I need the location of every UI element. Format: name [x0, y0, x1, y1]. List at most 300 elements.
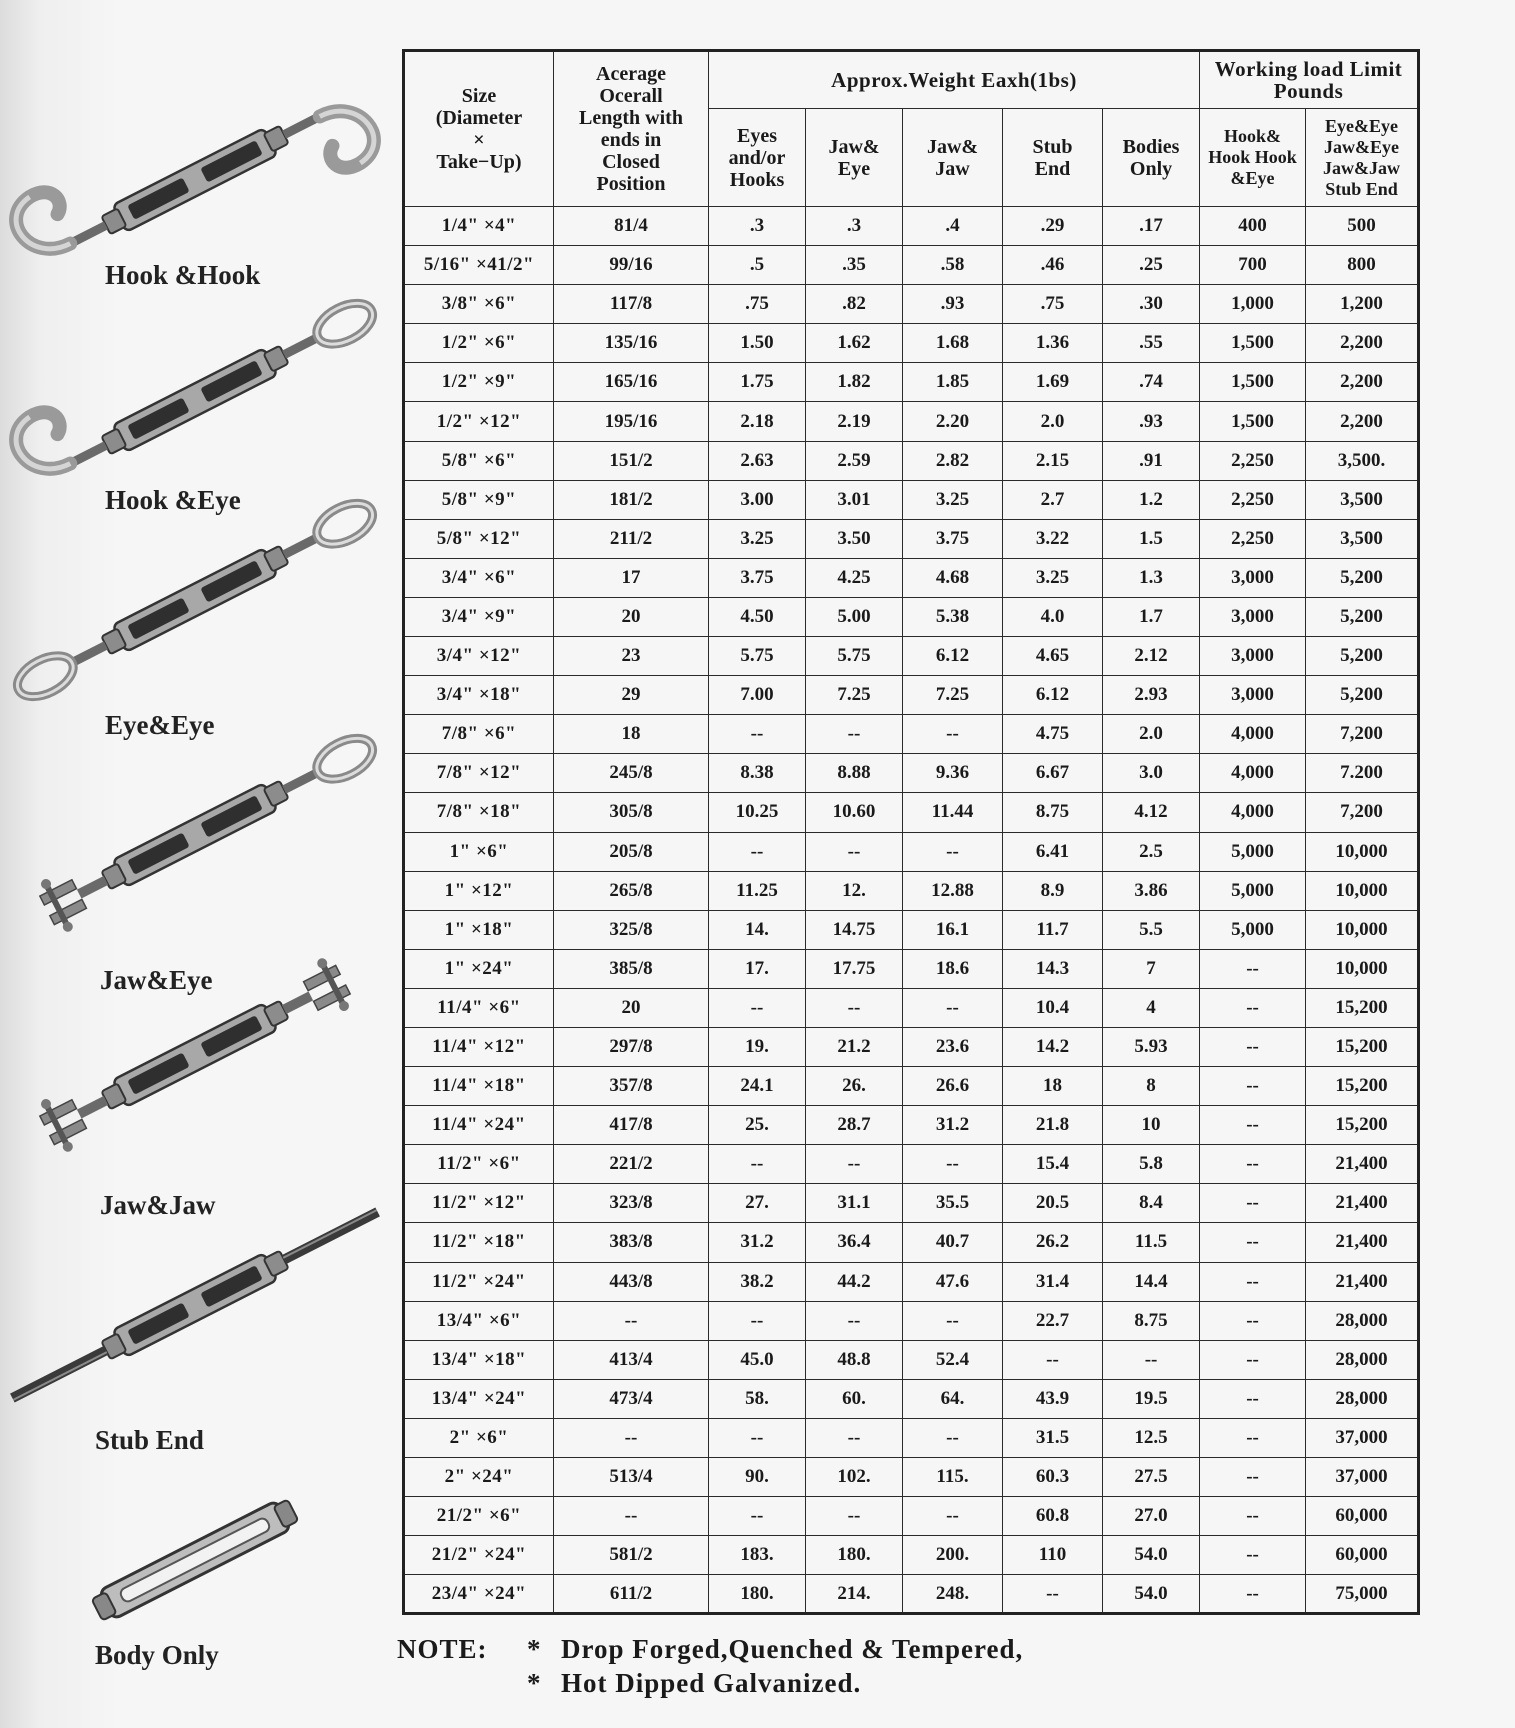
bodies-only-weight-cell: 4	[1103, 988, 1200, 1027]
table-row	[404, 793, 1419, 832]
hook-load-cell: --	[1200, 1379, 1306, 1418]
jaw-jaw-weight-cell: 7.25	[903, 676, 1003, 715]
jaw-jaw-weight-cell: --	[903, 1497, 1003, 1536]
jaw-eye-weight-header	[806, 109, 903, 207]
jaw-jaw-weight-cell: 115.	[903, 1458, 1003, 1497]
jaw-eye-weight-cell: 4.25	[806, 558, 903, 597]
stub-end-weight-cell: 3.22	[1003, 519, 1103, 558]
stub-end-weight-cell: 8.9	[1003, 871, 1103, 910]
jaw-eye-weight-cell: .82	[806, 285, 903, 324]
bodies-only-weight-cell: .91	[1103, 441, 1200, 480]
length-cell: 23	[554, 637, 709, 676]
eye-jaw-stub-load-cell: 10,000	[1306, 949, 1419, 988]
table-row	[404, 363, 1419, 402]
length-cell: 245/8	[554, 754, 709, 793]
eyes-hooks-weight-cell: 17.	[709, 949, 806, 988]
eye-jaw-stub-load-cell: 2,200	[1306, 402, 1419, 441]
eye-jaw-stub-load-cell: 5,200	[1306, 558, 1419, 597]
hook-load-cell: --	[1200, 1106, 1306, 1145]
eye-jaw-stub-load-cell: 3,500	[1306, 480, 1419, 519]
eye-jaw-stub-load-cell: 10,000	[1306, 871, 1419, 910]
hook-load-cell: --	[1200, 1536, 1306, 1575]
hook-load-cell: --	[1200, 1575, 1306, 1614]
eyes-hooks-weight-cell: --	[709, 1418, 806, 1457]
jaw-eye-weight-cell: 26.	[806, 1067, 903, 1106]
jaw-eye-weight-cell: 44.2	[806, 1262, 903, 1301]
product-label: Jaw&Jaw	[100, 1190, 216, 1220]
table-row	[404, 285, 1419, 324]
size-cell: 5/16" ×41/2"	[404, 246, 554, 285]
eye-jaw-stub-load-cell: 75,000	[1306, 1575, 1419, 1614]
stub-end-weight-cell: 14.2	[1003, 1027, 1103, 1066]
hook-load-cell: 4,000	[1200, 754, 1306, 793]
stub-end-weight-cell: --	[1003, 1340, 1103, 1379]
jaw-jaw-weight-cell: 11.44	[903, 793, 1003, 832]
eye-jaw-stub-load-cell: 7,200	[1306, 793, 1419, 832]
length-cell: 417/8	[554, 1106, 709, 1145]
length-cell: 18	[554, 715, 709, 754]
bodies-only-weight-cell: 2.93	[1103, 676, 1200, 715]
stub-end-weight-cell: 15.4	[1003, 1145, 1103, 1184]
product-label: Stub End	[95, 1425, 204, 1455]
header-line: Jaw&	[828, 135, 880, 158]
table-row	[404, 1106, 1419, 1145]
length-cell: 323/8	[554, 1184, 709, 1223]
note-row	[397, 1666, 1023, 1700]
stub-end-weight-cell: 21.8	[1003, 1106, 1103, 1145]
stub-end-weight-header	[1003, 109, 1103, 207]
eyes-hooks-weight-cell: --	[709, 1301, 806, 1340]
bodies-only-weight-cell: 3.86	[1103, 871, 1200, 910]
bodies-only-weight-cell: .93	[1103, 402, 1200, 441]
stub-end-weight-cell: 11.7	[1003, 910, 1103, 949]
bodies-only-weight-cell: 27.0	[1103, 1497, 1200, 1536]
table-row	[404, 949, 1419, 988]
hook-load-cell: 1,500	[1200, 324, 1306, 363]
eye-jaw-stub-load-cell: 3,500	[1306, 519, 1419, 558]
table-row	[404, 832, 1419, 871]
size-cell: 13/4" ×24"	[404, 1379, 554, 1418]
length-cell: 413/4	[554, 1340, 709, 1379]
bodies-only-weight-cell: 54.0	[1103, 1536, 1200, 1575]
size-header-line: Take−Up)	[436, 151, 522, 173]
eye-jaw-stub-load-cell: 7.200	[1306, 754, 1419, 793]
eye-jaw-stub-load-cell: 10,000	[1306, 832, 1419, 871]
jaw-jaw-weight-cell: 26.6	[903, 1067, 1003, 1106]
jaw-jaw-weight-cell: 40.7	[903, 1223, 1003, 1262]
table-row	[404, 1536, 1419, 1575]
stub-end-weight-cell: 22.7	[1003, 1301, 1103, 1340]
stub-end-weight-cell: 8.75	[1003, 793, 1103, 832]
eye-jaw-stub-load-cell: 60,000	[1306, 1536, 1419, 1575]
eyes-hooks-weight-cell: 4.50	[709, 597, 806, 636]
length-header-line: Length with	[579, 107, 683, 129]
size-cell: 11/4" ×12"	[404, 1027, 554, 1066]
jaw-jaw-weight-cell: 64.	[903, 1379, 1003, 1418]
eye-jaw-stub-load-cell: 15,200	[1306, 1067, 1419, 1106]
eyes-hooks-weight-cell: 31.2	[709, 1223, 806, 1262]
hook-load-cell: --	[1200, 1458, 1306, 1497]
hook-load-cell: --	[1200, 1340, 1306, 1379]
header-line: Eyes	[737, 124, 777, 147]
bodies-only-weight-cell: 8	[1103, 1067, 1200, 1106]
length-cell: 20	[554, 988, 709, 1027]
stub-end-weight-cell: 110	[1003, 1536, 1103, 1575]
jaw-eye-weight-cell: --	[806, 1497, 903, 1536]
eyes-hooks-weight-cell: 3.25	[709, 519, 806, 558]
size-cell: 7/8" ×18"	[404, 793, 554, 832]
jaw-eye-weight-cell: 31.1	[806, 1184, 903, 1223]
jaw-eye-weight-cell: --	[806, 1301, 903, 1340]
product-label: Eye&Eye	[105, 710, 215, 740]
length-cell: 221/2	[554, 1145, 709, 1184]
jaw-jaw-weight-cell: .93	[903, 285, 1003, 324]
jaw-jaw-weight-cell: 1.85	[903, 363, 1003, 402]
size-cell: 1" ×12"	[404, 871, 554, 910]
jaw-eye-weight-cell: 36.4	[806, 1223, 903, 1262]
product-label: Body Only	[95, 1640, 219, 1670]
stub-end-weight-cell: 6.41	[1003, 832, 1103, 871]
eye-jaw-stub-load-cell: 21,400	[1306, 1184, 1419, 1223]
stub-end-weight-cell: 4.75	[1003, 715, 1103, 754]
eyes-hooks-weight-cell: 3.75	[709, 558, 806, 597]
note-item: Drop Forged,Quenched & Tempered,	[561, 1634, 1024, 1664]
eyes-hooks-weight-cell: 24.1	[709, 1067, 806, 1106]
size-header	[404, 51, 554, 207]
stub-end-weight-cell: 20.5	[1003, 1184, 1103, 1223]
table-row	[404, 558, 1419, 597]
length-cell: 20	[554, 597, 709, 636]
length-cell: 357/8	[554, 1067, 709, 1106]
jaw-jaw-weight-cell: 4.68	[903, 558, 1003, 597]
length-cell: --	[554, 1301, 709, 1340]
table-row	[404, 597, 1419, 636]
eye-jaw-stub-load-cell: 5,200	[1306, 676, 1419, 715]
table-row	[404, 676, 1419, 715]
load-group-header-line: Pounds	[1273, 79, 1344, 103]
stub-end-weight-cell: --	[1003, 1575, 1103, 1614]
bodies-only-weight-cell: 1.5	[1103, 519, 1200, 558]
jaw-jaw-weight-cell: 6.12	[903, 637, 1003, 676]
header-line: Eye	[837, 157, 871, 180]
hook-load-cell: 5,000	[1200, 910, 1306, 949]
eye-jaw-stub-load-cell: 3,500.	[1306, 441, 1419, 480]
hook-load-cell: 2,250	[1200, 519, 1306, 558]
hook-load-cell: --	[1200, 1067, 1306, 1106]
note-item: Hot Dipped Galvanized.	[561, 1668, 862, 1698]
jaw-eye-weight-cell: --	[806, 715, 903, 754]
jaw-jaw-weight-cell: 31.2	[903, 1106, 1003, 1145]
jaw-eye-weight-cell: .3	[806, 207, 903, 246]
eyes-hooks-weight-cell: 2.63	[709, 441, 806, 480]
eyes-hooks-weight-cell: 10.25	[709, 793, 806, 832]
eye-jaw-stub-load-cell: 21,400	[1306, 1262, 1419, 1301]
length-cell: 581/2	[554, 1536, 709, 1575]
eyes-hooks-weight-cell: .75	[709, 285, 806, 324]
stub-end-weight-cell: 2.7	[1003, 480, 1103, 519]
length-header-line: Acerage	[596, 63, 666, 85]
size-cell: 11/2" ×18"	[404, 1223, 554, 1262]
product-label: Hook &Eye	[105, 485, 241, 515]
eyes-hooks-weight-cell: 183.	[709, 1536, 806, 1575]
jaw-eye-weight-cell: 10.60	[806, 793, 903, 832]
bodies-only-weight-cell: 19.5	[1103, 1379, 1200, 1418]
jaw-eye-weight-cell: 102.	[806, 1458, 903, 1497]
hook-load-cell: 1,500	[1200, 363, 1306, 402]
eyes-hooks-weight-cell: 180.	[709, 1575, 806, 1614]
length-cell: 385/8	[554, 949, 709, 988]
jaw-jaw-weight-cell: 9.36	[903, 754, 1003, 793]
table-row	[404, 441, 1419, 480]
note	[397, 1632, 1023, 1700]
hook-load-cell: 3,000	[1200, 676, 1306, 715]
weight-group-header: Approx.Weight Eaxh(1bs)	[709, 51, 1200, 109]
length-header-line: Position	[596, 173, 666, 195]
hook-load-cell: 1,000	[1200, 285, 1306, 324]
hook-load-cell: 3,000	[1200, 558, 1306, 597]
table-row	[404, 402, 1419, 441]
size-cell: 1" ×6"	[404, 832, 554, 871]
eye-jaw-stub-load-cell: 5,200	[1306, 637, 1419, 676]
jaw-jaw-weight-cell: 18.6	[903, 949, 1003, 988]
jaw-jaw-weight-cell: --	[903, 988, 1003, 1027]
hook-load-cell: --	[1200, 1223, 1306, 1262]
table-row	[404, 1418, 1419, 1457]
length-cell: 165/16	[554, 363, 709, 402]
eye-jaw-stub-load-cell: 2,200	[1306, 363, 1419, 402]
table-row	[404, 519, 1419, 558]
bodies-only-weight-cell: 11.5	[1103, 1223, 1200, 1262]
length-cell: 305/8	[554, 793, 709, 832]
jaw-eye-weight-cell: 48.8	[806, 1340, 903, 1379]
eyes-hooks-weight-cell: --	[709, 1145, 806, 1184]
header-line: Jaw&Jaw	[1323, 157, 1401, 178]
stub-end-weight-cell: 6.12	[1003, 676, 1103, 715]
eye-jaw-stub-load-cell: 800	[1306, 246, 1419, 285]
stub-end-weight-cell: 18	[1003, 1067, 1103, 1106]
length-cell: 135/16	[554, 324, 709, 363]
header-line: and/or	[728, 146, 786, 169]
stub-end-weight-cell: .75	[1003, 285, 1103, 324]
jaw-eye-weight-cell: 1.62	[806, 324, 903, 363]
jaw-jaw-weight-cell: 35.5	[903, 1184, 1003, 1223]
jaw-eye-weight-cell: 14.75	[806, 910, 903, 949]
jaw-eye-weight-cell: 2.19	[806, 402, 903, 441]
eyes-hooks-weight-cell: 14.	[709, 910, 806, 949]
jaw-jaw-weight-cell: 52.4	[903, 1340, 1003, 1379]
size-cell: 1" ×18"	[404, 910, 554, 949]
hook-load-cell: 5,000	[1200, 871, 1306, 910]
hook-load-cell: --	[1200, 988, 1306, 1027]
jaw-eye-weight-cell: --	[806, 832, 903, 871]
size-header-line: (Diameter	[435, 107, 523, 129]
jaw-jaw-weight-cell: 2.20	[903, 402, 1003, 441]
hook-load-cell: --	[1200, 1301, 1306, 1340]
size-cell: 1/2" ×12"	[404, 402, 554, 441]
bodies-only-weight-cell: 8.4	[1103, 1184, 1200, 1223]
size-header-line: Size	[461, 85, 497, 107]
eyes-hooks-weight-cell: --	[709, 1497, 806, 1536]
length-cell: 325/8	[554, 910, 709, 949]
eyes-hooks-weight-cell: 5.75	[709, 637, 806, 676]
hook-load-cell: 1,500	[1200, 402, 1306, 441]
jaw-eye-turnbuckle-icon	[10, 725, 370, 955]
bodies-only-weight-header	[1103, 109, 1200, 207]
header-line: Jaw&	[926, 135, 979, 158]
hook-load-cell: --	[1200, 1418, 1306, 1457]
eyes-hooks-weight-cell: --	[709, 988, 806, 1027]
length-cell: 17	[554, 558, 709, 597]
eyes-hooks-weight-cell: 58.	[709, 1379, 806, 1418]
jaw-eye-weight-cell: 1.82	[806, 363, 903, 402]
jaw-eye-weight-cell: --	[806, 1418, 903, 1457]
hook-load-cell: --	[1200, 1027, 1306, 1066]
size-cell: 1/2" ×9"	[404, 363, 554, 402]
eyes-hooks-weight-cell: 3.00	[709, 480, 806, 519]
size-cell: 5/8" ×12"	[404, 519, 554, 558]
table-row	[404, 1340, 1419, 1379]
eye-jaw-stub-load-cell: 15,200	[1306, 988, 1419, 1027]
eyes-hooks-weight-cell: .3	[709, 207, 806, 246]
note-label: NOTE:	[397, 1634, 488, 1664]
hook-load-cell: 4,000	[1200, 715, 1306, 754]
bodies-only-weight-cell: 27.5	[1103, 1458, 1200, 1497]
eye-jaw-stub-load-cell: 60,000	[1306, 1497, 1419, 1536]
jaw-jaw-weight-cell: 47.6	[903, 1262, 1003, 1301]
jaw-jaw-weight-header	[903, 109, 1003, 207]
jaw-jaw-weight-cell: 5.38	[903, 597, 1003, 636]
hook-load-cell: 4,000	[1200, 793, 1306, 832]
header-line: Bodies	[1122, 135, 1180, 158]
jaw-jaw-weight-cell: 1.68	[903, 324, 1003, 363]
jaw-eye-weight-cell: --	[806, 988, 903, 1027]
table-row	[404, 246, 1419, 285]
jaw-jaw-weight-cell: 248.	[903, 1575, 1003, 1614]
eye-jaw-stub-load-cell: 500	[1306, 207, 1419, 246]
length-cell: --	[554, 1497, 709, 1536]
jaw-eye-weight-cell: 180.	[806, 1536, 903, 1575]
table-row	[404, 637, 1419, 676]
jaw-jaw-weight-cell: 16.1	[903, 910, 1003, 949]
bodies-only-weight-cell: .55	[1103, 324, 1200, 363]
jaw-jaw-weight-cell: 12.88	[903, 871, 1003, 910]
hook-load-cell: 700	[1200, 246, 1306, 285]
stub-end-weight-cell: 2.0	[1003, 402, 1103, 441]
size-cell: 23/4" ×24"	[404, 1575, 554, 1614]
bodies-only-weight-cell: 2.5	[1103, 832, 1200, 871]
stub-end-weight-cell: 43.9	[1003, 1379, 1103, 1418]
size-cell: 13/4" ×18"	[404, 1340, 554, 1379]
eyes-hooks-weight-cell: --	[709, 832, 806, 871]
size-cell: 5/8" ×9"	[404, 480, 554, 519]
stub-end-weight-cell: .29	[1003, 207, 1103, 246]
length-cell: 473/4	[554, 1379, 709, 1418]
hook-load-header	[1200, 109, 1306, 207]
table-row	[404, 754, 1419, 793]
size-cell: 13/4" ×6"	[404, 1301, 554, 1340]
eyes-hooks-weight-cell: --	[709, 715, 806, 754]
size-cell: 11/4" ×24"	[404, 1106, 554, 1145]
jaw-jaw-turnbuckle-icon	[10, 945, 370, 1175]
header-line: Stub	[1032, 135, 1073, 158]
size-cell: 11/2" ×12"	[404, 1184, 554, 1223]
bodies-only-weight-cell: .17	[1103, 207, 1200, 246]
jaw-eye-weight-cell: 5.75	[806, 637, 903, 676]
length-cell: 151/2	[554, 441, 709, 480]
length-cell: 29	[554, 676, 709, 715]
eye-jaw-stub-load-cell: 28,000	[1306, 1340, 1419, 1379]
eyes-hooks-weight-cell: 25.	[709, 1106, 806, 1145]
bodies-only-weight-cell: 1.7	[1103, 597, 1200, 636]
table-row	[404, 1458, 1419, 1497]
stub-end-weight-cell: 10.4	[1003, 988, 1103, 1027]
table-row	[404, 1067, 1419, 1106]
length-cell: 211/2	[554, 519, 709, 558]
size-cell: 3/8" ×6"	[404, 285, 554, 324]
note-label-spacer	[397, 1666, 527, 1700]
table-row	[404, 1575, 1419, 1614]
table-row	[404, 1223, 1419, 1262]
size-cell: 1/2" ×6"	[404, 324, 554, 363]
size-cell: 3/4" ×12"	[404, 637, 554, 676]
eyes-hooks-weight-header	[709, 109, 806, 207]
eyes-hooks-weight-cell: 1.75	[709, 363, 806, 402]
table-row	[404, 480, 1419, 519]
table-row	[404, 1497, 1419, 1536]
table-row	[404, 1262, 1419, 1301]
length-cell: 513/4	[554, 1458, 709, 1497]
eye-jaw-stub-load-cell: 28,000	[1306, 1379, 1419, 1418]
jaw-jaw-weight-cell: --	[903, 1418, 1003, 1457]
length-cell: 181/2	[554, 480, 709, 519]
size-header-line: ×	[473, 129, 485, 151]
bodies-only-weight-cell: 54.0	[1103, 1575, 1200, 1614]
table-row	[404, 324, 1419, 363]
eye-jaw-stub-load-cell: 15,200	[1306, 1106, 1419, 1145]
stub-end-weight-cell: 1.36	[1003, 324, 1103, 363]
header-line: Jaw	[935, 157, 970, 180]
jaw-eye-weight-cell: 2.59	[806, 441, 903, 480]
table-row	[404, 1145, 1419, 1184]
size-cell: 11/4" ×6"	[404, 988, 554, 1027]
header-line: Jaw&Eye	[1324, 136, 1400, 157]
load-group-header-line: Working load Limit	[1214, 57, 1403, 81]
table-row	[404, 910, 1419, 949]
note-row	[397, 1632, 1023, 1666]
stub-end-weight-cell: 60.3	[1003, 1458, 1103, 1497]
stub-end-weight-cell: 2.15	[1003, 441, 1103, 480]
product-label: Hook &Hook	[105, 260, 261, 290]
eye-jaw-stub-load-cell: 5,200	[1306, 597, 1419, 636]
eye-jaw-stub-load-cell: 15,200	[1306, 1027, 1419, 1066]
eyes-hooks-weight-cell: 27.	[709, 1184, 806, 1223]
header-line: End	[1034, 157, 1071, 180]
size-cell: 5/8" ×6"	[404, 441, 554, 480]
size-cell: 1" ×24"	[404, 949, 554, 988]
bodies-only-weight-cell: 12.5	[1103, 1418, 1200, 1457]
table-row	[404, 871, 1419, 910]
bodies-only-weight-cell: .74	[1103, 363, 1200, 402]
length-cell: --	[554, 1418, 709, 1457]
table-row	[404, 1301, 1419, 1340]
table-row	[404, 207, 1419, 246]
eyes-hooks-weight-cell: 1.50	[709, 324, 806, 363]
eyes-hooks-weight-cell: 38.2	[709, 1262, 806, 1301]
table-row	[404, 715, 1419, 754]
note-bullet: *	[527, 1634, 541, 1664]
table-body	[404, 207, 1419, 1614]
header-line: Only	[1129, 157, 1173, 180]
